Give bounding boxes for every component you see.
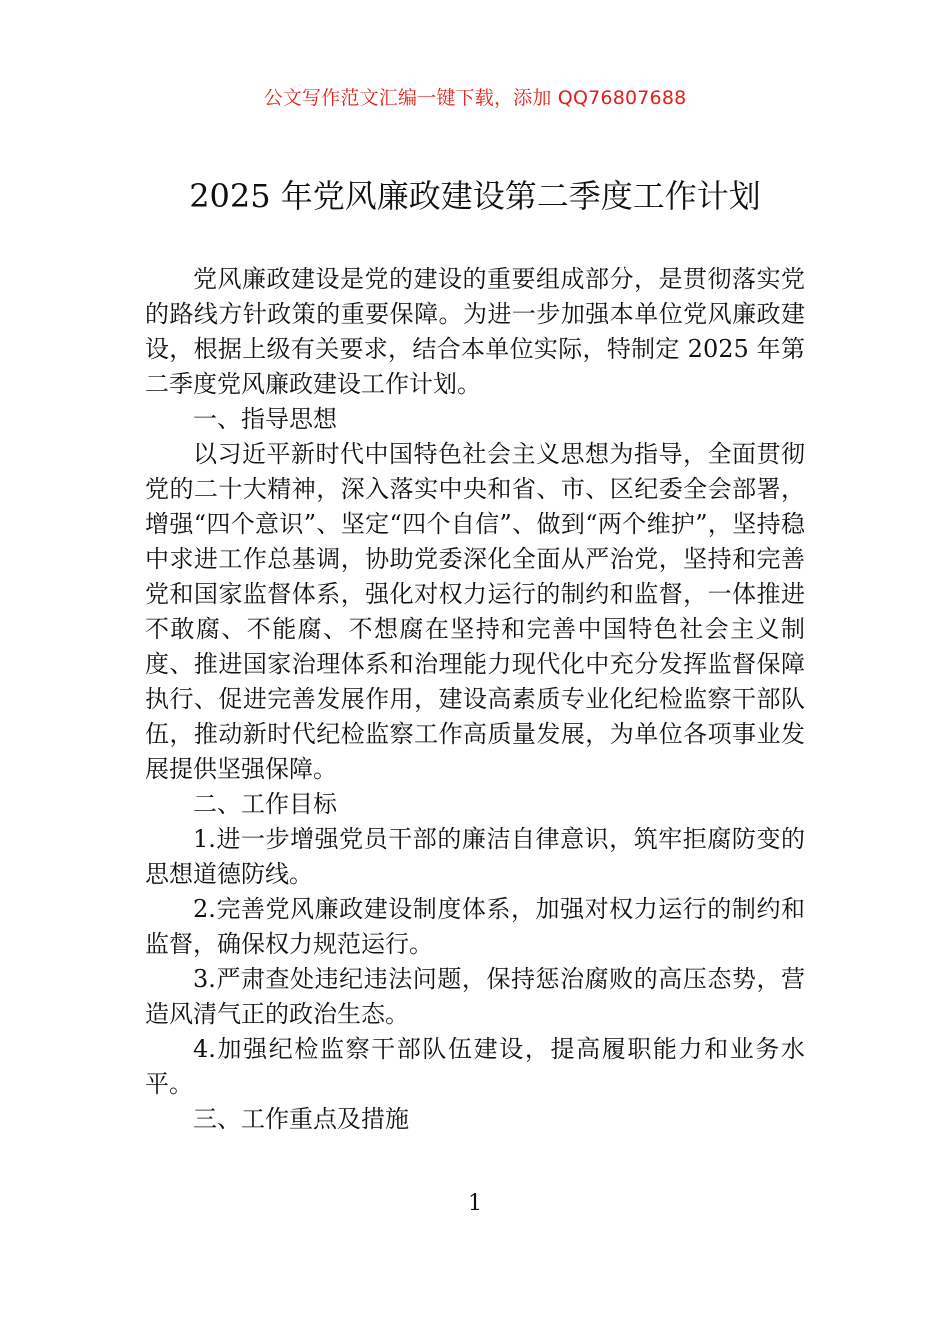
document-title: 2025 年党风廉政建设第二季度工作计划 (189, 177, 761, 215)
section-heading-key-measures: 三、工作重点及措施 (193, 1105, 409, 1133)
section-heading-guiding-ideology: 一、指导思想 (193, 405, 337, 433)
work-goal-item: 2.完善党风廉政建设制度体系，加强对权力运行的制约和监督，确保权力规范运行。 (145, 895, 805, 958)
section-heading-work-goals: 二、工作目标 (193, 790, 337, 818)
page-number: 1 (468, 1191, 482, 1216)
guiding-ideology-paragraph: 以习近平新时代中国特色社会主义思想为指导，全面贯彻党的二十大精神，深入落实中央和省、市、区纪委全会部署，增强“四个意识”、坚定“四个自信”、做到“两个维护”，坚持稳中求进工作总基调，协助党委深化全面从严治党，坚持和完善党和国家监督体系，强化对权力运行的制约和监督，一体推进不敢腐、不能腐、不想腐在坚持和完善中国特色社会主义制度、推进国家治理体系和治理能力现代化中充分发挥监督保障执行、促进完善发展作用，建设高素质专业化纪检监察干部队伍，推动新时代纪检监察工作高质量发展，为单位各项事业发展提供坚强保障。 (145, 440, 805, 783)
work-goal-item: 3.严肃查处违纪违法问题，保持惩治腐败的高压态势，营造风清气正的政治生态。 (145, 965, 805, 1028)
download-banner: 公文写作范文汇编一键下载，添加 QQ76807688 (263, 87, 687, 109)
work-goal-item: 1.进一步增强党员干部的廉洁自律意识，筑牢拒腐防变的思想道德防线。 (145, 825, 805, 888)
document-body (145, 262, 805, 1137)
intro-paragraph: 党风廉政建设是党的建设的重要组成部分，是贯彻落实党的路线方针政策的重要保障。为进一步加强本单位党风廉政建设，根据上级有关要求，结合本单位实际，特制定 2025 年第二季度党风廉政建设工作计划。 (145, 265, 805, 398)
work-goal-item: 4.加强纪检监察干部队伍建设，提高履职能力和业务水平。 (145, 1035, 805, 1098)
